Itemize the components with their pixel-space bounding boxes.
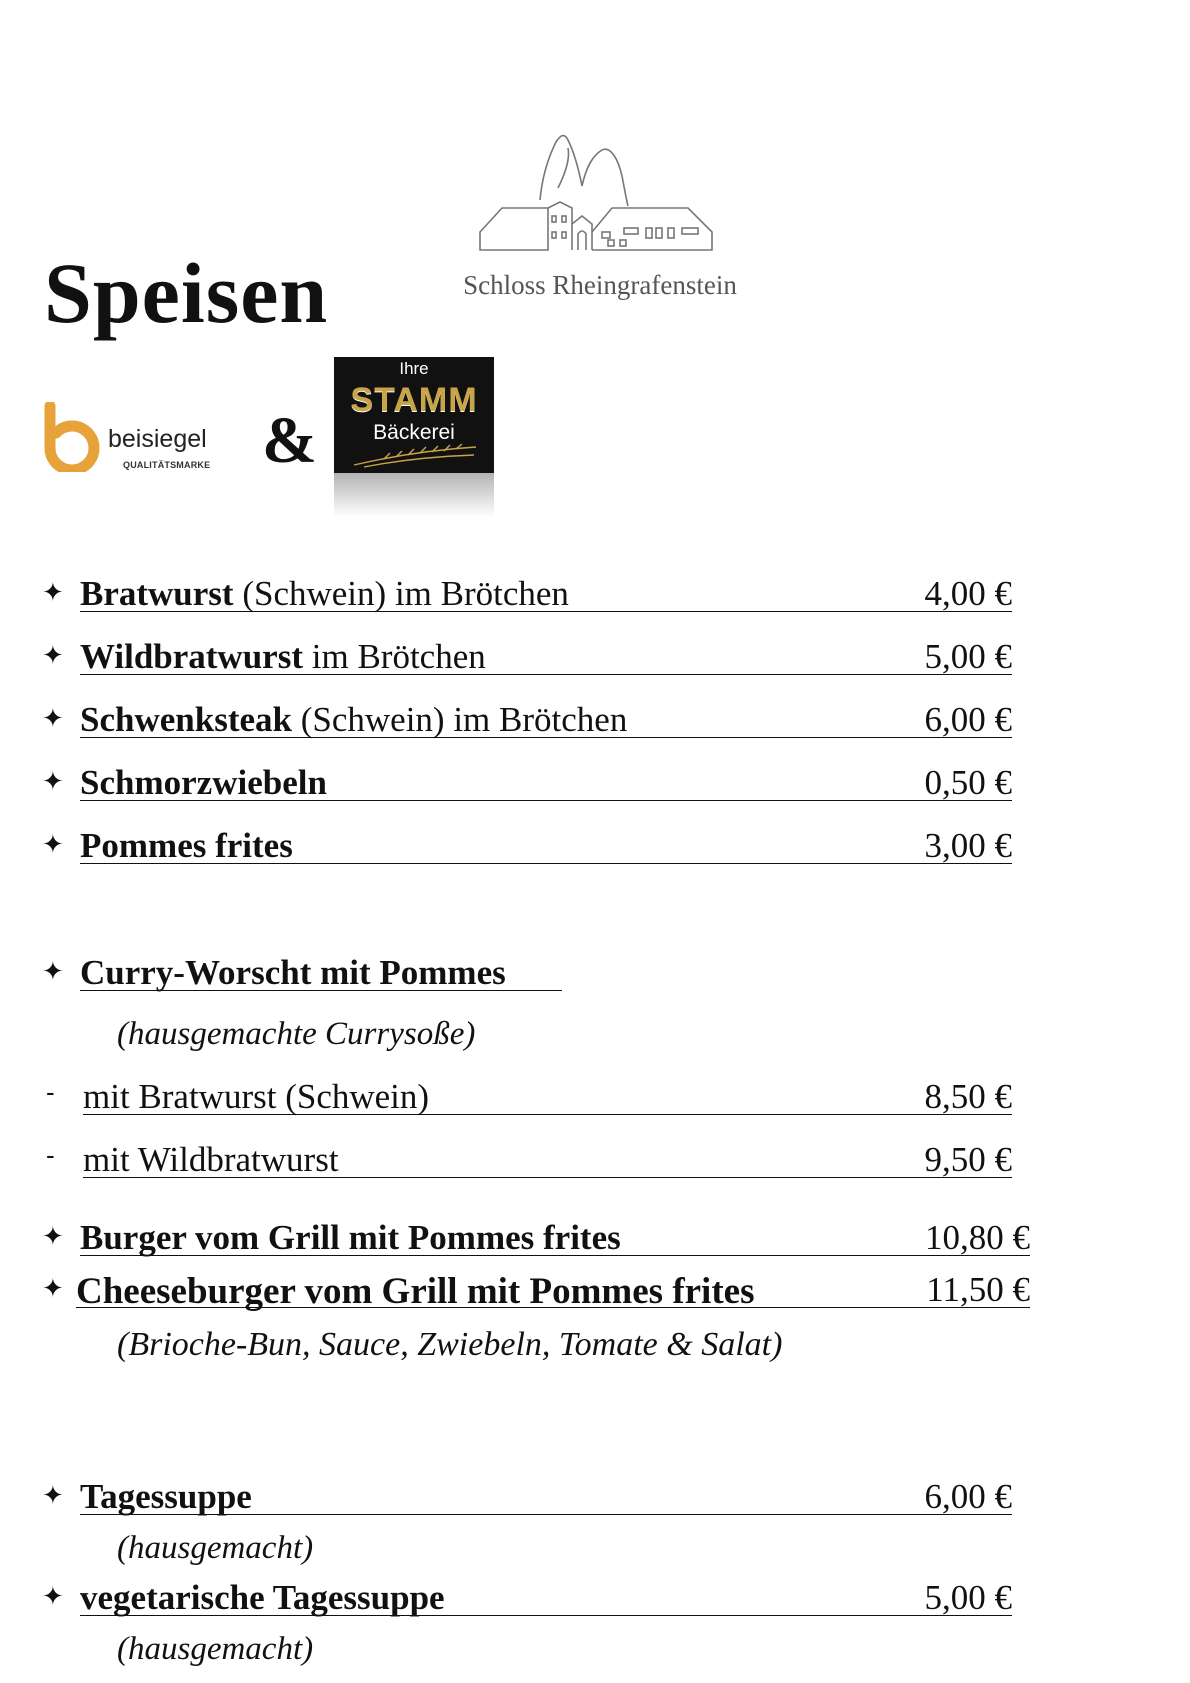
item-price: 4,00 € bbox=[924, 574, 1012, 613]
wheat-icon bbox=[344, 443, 484, 469]
burger-note: (Brioche-Bun, Sauce, Zwiebeln, Tomate & Salat) bbox=[117, 1326, 783, 1363]
menu-item bbox=[42, 574, 1012, 618]
page-title: Speisen bbox=[44, 245, 329, 341]
soup-price: 5,00 € bbox=[924, 1578, 1012, 1617]
star-bullet-icon: ✦ bbox=[42, 1222, 64, 1252]
item-name: Schwenksteak bbox=[80, 700, 292, 739]
menu-item bbox=[42, 826, 1012, 870]
star-bullet-icon: ✦ bbox=[42, 578, 64, 608]
item-price: 6,00 € bbox=[924, 700, 1012, 739]
soup-item bbox=[42, 1477, 1012, 1521]
soup-price: 6,00 € bbox=[924, 1477, 1012, 1516]
curry-note: (hausgemachte Currysoße) bbox=[117, 1016, 476, 1052]
curry-heading bbox=[42, 953, 562, 997]
burger-price: 11,50 € bbox=[926, 1270, 1030, 1309]
soup-note: (hausgemacht) bbox=[117, 1530, 314, 1566]
menu-item bbox=[42, 637, 1012, 681]
item-price: 3,00 € bbox=[924, 826, 1012, 865]
burger-item bbox=[42, 1270, 1030, 1314]
item-label bbox=[80, 637, 486, 677]
stamm-title: STAMM bbox=[350, 381, 478, 419]
item-name: Bratwurst bbox=[80, 574, 234, 613]
star-bullet-icon: ✦ bbox=[42, 1274, 64, 1304]
star-bullet-icon: ✦ bbox=[42, 767, 64, 797]
castle-logo-icon bbox=[478, 128, 718, 268]
stamm-baeckerei: Bäckerei bbox=[373, 421, 455, 444]
curry-title: Curry-Worscht mit Pommes bbox=[80, 953, 506, 992]
ampersand: & bbox=[262, 404, 317, 477]
curry-option bbox=[42, 1077, 1012, 1121]
stamm-logo-reflection bbox=[334, 473, 494, 517]
star-bullet-icon: ✦ bbox=[42, 641, 64, 671]
item-name: Pommes frites bbox=[80, 826, 293, 865]
item-name: Schmorzwiebeln bbox=[80, 763, 327, 802]
star-bullet-icon: ✦ bbox=[42, 1582, 64, 1612]
burger-price: 10,80 € bbox=[925, 1218, 1030, 1257]
curry-option bbox=[42, 1140, 1012, 1184]
dash-bullet: - bbox=[46, 1140, 55, 1170]
star-bullet-icon: ✦ bbox=[42, 704, 64, 734]
item-label bbox=[80, 763, 327, 803]
option-price: 8,50 € bbox=[924, 1077, 1012, 1116]
burger-item bbox=[42, 1218, 1030, 1262]
item-detail: im Brötchen bbox=[303, 637, 486, 676]
burger-label: Burger vom Grill mit Pommes frites bbox=[80, 1218, 621, 1257]
item-detail: (Schwein) im Brötchen bbox=[233, 574, 569, 613]
dash-bullet: - bbox=[46, 1077, 55, 1107]
burger-label: Cheeseburger vom Grill mit Pommes frites bbox=[76, 1271, 755, 1312]
star-bullet-icon: ✦ bbox=[42, 830, 64, 860]
item-detail: (Schwein) im Brötchen bbox=[291, 700, 628, 739]
stamm-ihre: Ihre bbox=[399, 359, 429, 378]
option-label: mit Bratwurst (Schwein) bbox=[83, 1077, 430, 1116]
soup-label: vegetarische Tagessuppe bbox=[80, 1578, 445, 1617]
soup-item bbox=[42, 1578, 1012, 1622]
castle-name: Schloss Rheingrafenstein bbox=[463, 270, 737, 300]
menu-item bbox=[42, 700, 1012, 744]
item-price: 0,50 € bbox=[924, 763, 1012, 802]
beisiegel-subtitle: QUALITÄTSMARKE bbox=[123, 460, 211, 470]
soup-label: Tagessuppe bbox=[80, 1477, 252, 1516]
item-price: 5,00 € bbox=[924, 637, 1012, 676]
item-label bbox=[80, 574, 569, 614]
item-name: Wildbratwurst bbox=[80, 637, 303, 676]
soup-note: (hausgemacht) bbox=[117, 1631, 314, 1667]
stamm-baeckerei-logo bbox=[334, 357, 494, 473]
item-label bbox=[80, 700, 627, 740]
star-bullet-icon: ✦ bbox=[42, 1481, 64, 1511]
menu-item bbox=[42, 763, 1012, 807]
beisiegel-name: beisiegel bbox=[108, 425, 207, 453]
star-bullet-icon: ✦ bbox=[42, 957, 64, 987]
option-price: 9,50 € bbox=[924, 1140, 1012, 1179]
item-label bbox=[80, 826, 293, 866]
option-label: mit Wildbratwurst bbox=[83, 1140, 339, 1179]
